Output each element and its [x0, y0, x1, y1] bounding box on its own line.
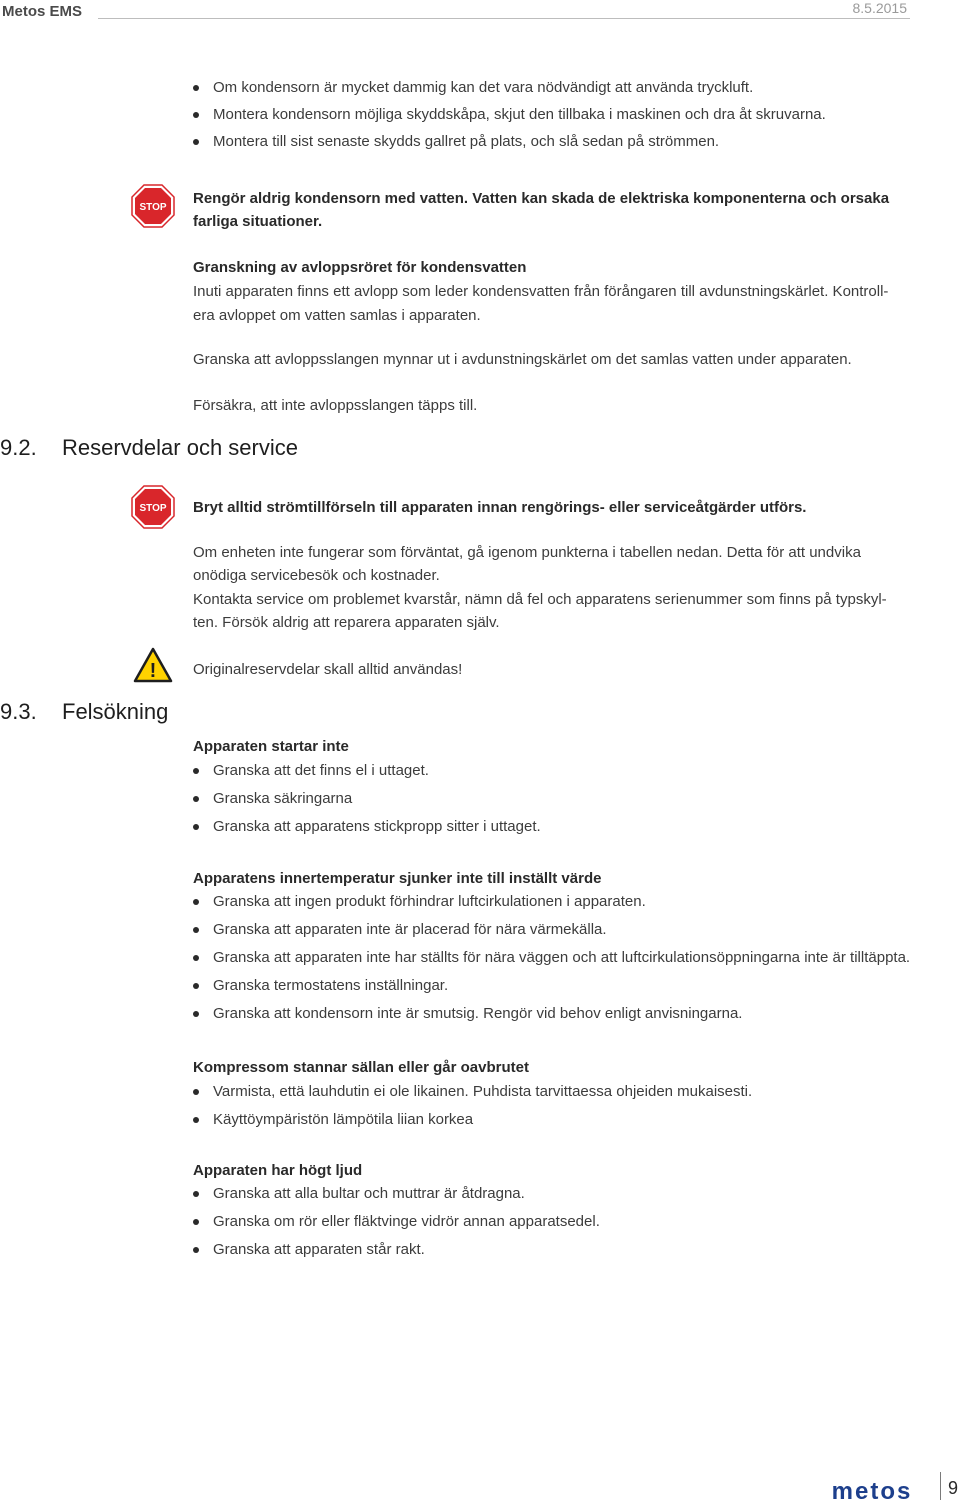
warning-text: Originalreservdelar skall alltid användas! — [193, 661, 463, 678]
trouble-title: Apparaten startar inte — [193, 738, 349, 755]
trouble-list — [193, 1080, 752, 1132]
trouble-title: Kompressom stannar sällan eller går oavbrutet — [193, 1059, 529, 1076]
list-item: Granska att det finns el i uttaget. — [193, 759, 541, 783]
trouble-title: Apparaten har högt ljud — [193, 1162, 363, 1179]
drain-check-text-line2: era avloppet om vatten samlas i apparaten. — [193, 307, 481, 324]
list-item: Om kondensorn är mycket dammig kan det vara nödvändigt att använda tryckluft. — [193, 76, 826, 100]
drain-check-title: Granskning av avloppsröret för kondensvatten — [193, 259, 527, 276]
list-item: Granska om rör eller fläktvinge vidrör annan apparatsedel. — [193, 1210, 600, 1234]
trouble-list — [193, 890, 910, 1026]
service-text-line3: Kontakta service om problemet kvarstår, nämn då fel och apparatens serienummer som finns på typskyl- — [193, 591, 887, 608]
page-number: 9 — [948, 1478, 959, 1498]
section-heading-spare-parts — [0, 435, 298, 461]
stop-sign-label: STOP — [139, 503, 167, 514]
warning-triangle-icon — [133, 647, 173, 683]
list-item: Käyttöympäristön lämpötila liian korkea — [193, 1108, 752, 1132]
list-item: Montera kondensorn möjliga skyddskåpa, skjut den tillbaka i maskinen och dra åt skruvarna. — [193, 103, 826, 127]
list-item: Granska att apparaten står rakt. — [193, 1238, 600, 1262]
section-heading-troubleshooting — [0, 699, 168, 725]
service-text-line4: ten. Försök aldrig att reparera apparaten själv. — [193, 614, 500, 631]
service-text-line2: onödiga servicebesök och kostnader. — [193, 567, 440, 584]
list-item: Granska termostatens inställningar. — [193, 974, 910, 998]
list-item: Granska säkringarna — [193, 787, 541, 811]
list-item: Varmista, että lauhdutin ei ole likainen. Puhdista tarvittaessa ohjeiden mukaisesti. — [193, 1080, 752, 1104]
trouble-list — [193, 759, 541, 839]
drain-check-paragraph-3: Försäkra, att inte avloppsslangen täpps till. — [193, 397, 478, 414]
trouble-title: Apparatens innertemperatur sjunker inte till inställt värde — [193, 870, 602, 887]
stop-sign-icon — [131, 485, 175, 529]
list-item: Granska att ingen produkt förhindrar luftcirkulationen i apparaten. — [193, 890, 910, 914]
list-item: Granska att alla bultar och muttrar är åtdragna. — [193, 1182, 600, 1206]
trouble-list — [193, 1182, 600, 1262]
cleaning-bullet-list — [193, 76, 826, 154]
header-divider — [98, 18, 910, 19]
footer-divider — [940, 1472, 941, 1500]
metos-logo — [812, 1480, 932, 1502]
drain-check-paragraph-2: Granska att avloppsslangen mynnar ut i avdunstningskärlet om det samlas vatten under apparaten. — [193, 351, 852, 368]
section-number: 9.3. — [0, 699, 37, 724]
section-title: Felsökning — [62, 699, 169, 724]
service-text-line1: Om enheten inte fungerar som förväntat, gå igenom punkterna i tabellen nedan. Detta för att undvika — [193, 544, 861, 561]
drain-check-text-line1: Inuti apparaten finns ett avlopp som leder kondensvatten från förångaren till avdunstningskärlet. Kontroll- — [193, 283, 889, 300]
section-title: Reservdelar och service — [62, 435, 298, 460]
header-brand: Metos EMS — [2, 3, 83, 20]
metos-logo-text: metos — [831, 1480, 913, 1502]
stop-sign-icon — [131, 184, 175, 228]
header-date: 8.5.2015 — [852, 0, 907, 16]
section-number: 9.2. — [0, 435, 37, 460]
stop-warning-line2: farliga situationer. — [193, 213, 323, 230]
list-item: Montera till sist senaste skydds gallret på plats, och slå sedan på strömmen. — [193, 130, 826, 154]
stop-power-warning: Bryt alltid strömtillförseln till apparaten innan rengörings- eller serviceåtgärder utförs. — [193, 499, 807, 516]
list-item: Granska att apparatens stickpropp sitter i uttaget. — [193, 815, 541, 839]
list-item: Granska att apparaten inte har ställts för nära väggen och att luftcirkulationsöppningarna inte är tilltäppta. — [193, 946, 910, 970]
stop-warning-line1: Rengör aldrig kondensorn med vatten. Vatten kan skada de elektriska komponenterna och orsaka — [193, 190, 890, 207]
list-item: Granska att kondensorn inte är smutsig. Rengör vid behov enligt anvisningarna. — [193, 1002, 910, 1026]
stop-sign-label: STOP — [139, 202, 167, 213]
warning-symbol: ! — [149, 660, 157, 682]
list-item: Granska att apparaten inte är placerad för nära värmekälla. — [193, 918, 910, 942]
